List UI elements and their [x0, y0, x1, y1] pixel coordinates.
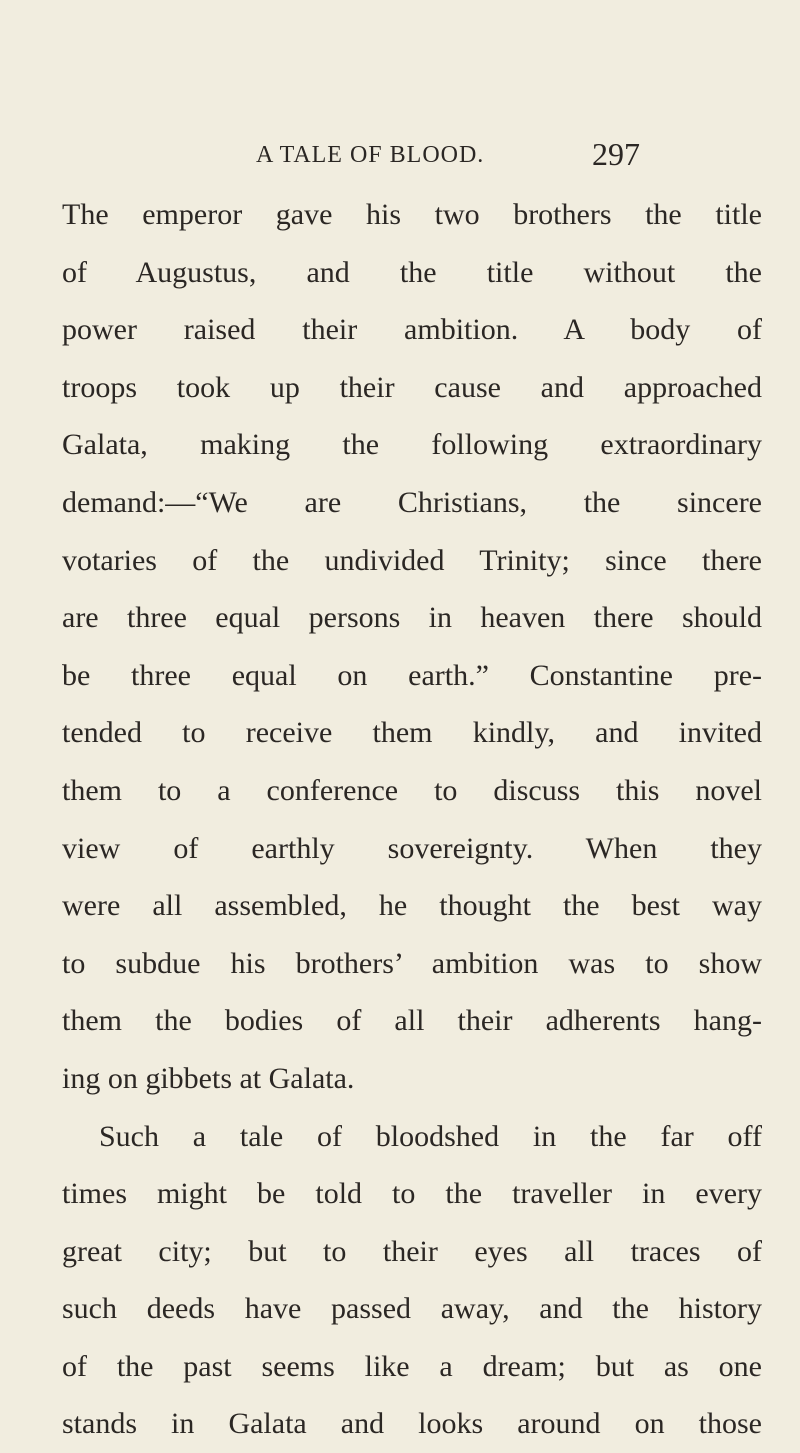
text-line: tended to receive them kindly, and invited [62, 716, 762, 750]
text-line: Such a tale of bloodshed in the far off [99, 1119, 762, 1153]
text-line: of the past seems like a dream; but as one [62, 1349, 762, 1383]
text-line: are three equal persons in heaven there should [62, 601, 762, 635]
text-line: such deeds have passed away, and the history [62, 1292, 762, 1326]
text-line: power raised their ambition. A body of [62, 313, 762, 347]
text-line: great city; but to their eyes all traces of [62, 1234, 762, 1268]
text-line: view of earthly sovereignty. When they [62, 831, 762, 865]
text-line: Galata, making the following extraordinary [62, 428, 762, 462]
text-line: were all assembled, he thought the best way [62, 889, 762, 923]
text-line: to subdue his brothers’ ambition was to show [62, 946, 762, 980]
running-title: A TALE OF BLOOD. [256, 142, 485, 168]
text-line: be three equal on earth.” Constantine pre- [62, 658, 762, 692]
text-line: stands in Galata and looks around on those [62, 1407, 762, 1441]
body-text [62, 186, 762, 1453]
text-line: them the bodies of all their adherents hang- [62, 1004, 762, 1038]
text-line: them to a conference to discuss this novel [62, 773, 762, 807]
text-line: times might be told to the traveller in every [62, 1177, 762, 1211]
page-number: 297 [592, 136, 640, 172]
text-line: demand:—“We are Christians, the sincere [62, 485, 762, 519]
text-line: of Augustus, and the title without the [62, 255, 762, 289]
text-line: votaries of the undivided Trinity; since there [62, 543, 762, 577]
text-line: The emperor gave his two brothers the title [62, 198, 762, 231]
text-line: ing on gibbets at Galata. [62, 1061, 355, 1095]
running-head [0, 136, 800, 176]
text-line: troops took up their cause and approached [62, 370, 762, 404]
